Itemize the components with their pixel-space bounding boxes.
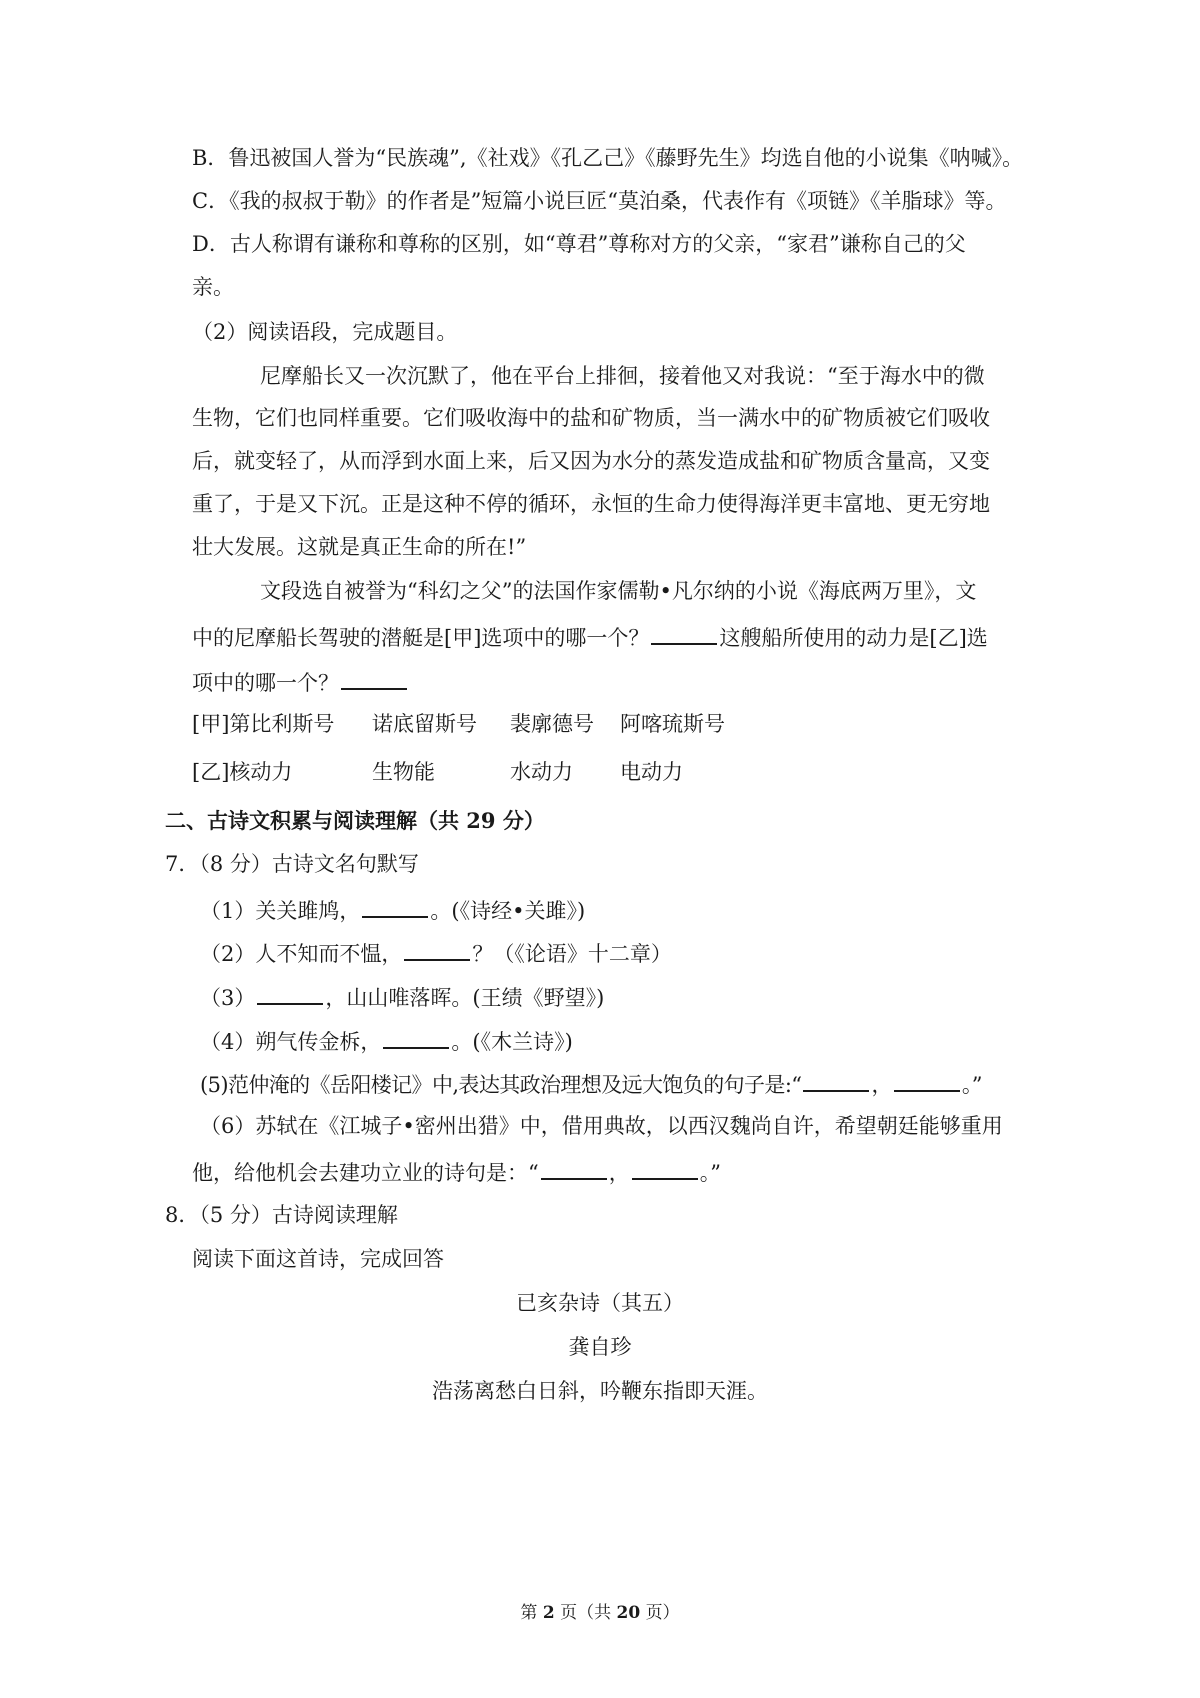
q7-blank-5a[interactable] (803, 1072, 869, 1092)
q7-item-5 (200, 1072, 982, 1096)
passage-line-4: 重了，于是又下沉。正是这种不停的循环，永恒的生命力使得海洋更丰富地、更无穷地 (192, 492, 990, 516)
poem-line-1: 浩荡离愁白日斜，吟鞭东指即天涯。 (432, 1379, 768, 1403)
question-line-2-part-b: 这艘船所使用的动力是[乙]选 (719, 626, 988, 650)
q7-blank-6b[interactable] (632, 1160, 698, 1180)
q8-instruction: 阅读下面这首诗，完成回答 (192, 1247, 444, 1271)
poem-author: 龚自珍 (568, 1335, 632, 1359)
question-line-2 (192, 625, 988, 649)
question-line-3 (192, 670, 409, 694)
option-jia-1: [甲]第比利斯号 (192, 712, 335, 736)
options-yi (192, 762, 792, 786)
option-d-line1: D．古人称谓有谦称和尊称的区别，如“尊君”尊称对方的父亲，“家君”谦称自己的父 (192, 232, 966, 256)
poem-title: 已亥杂诗（其五） (516, 1291, 684, 1315)
answer-blank-jia[interactable] (651, 625, 717, 645)
question-line-1: 文段选自被誉为“科幻之父”的法国作家儒勒•凡尔纳的小说《海底两万里》，文 (260, 579, 977, 603)
q7-blank-6a[interactable] (541, 1160, 607, 1180)
option-yi-4: 电动力 (620, 760, 683, 784)
q7-item-6-comma: ， (608, 1161, 630, 1185)
q7-item-3-source: ，山山唯落晖。(王绩《野望》) (325, 986, 605, 1010)
q7-item-6-text: 他，给他机会去建功立业的诗句是：“ (192, 1161, 539, 1185)
q7-item-1-source: 。(《诗经•关雎》) (430, 899, 586, 923)
q7-title: 7．（8 分）古诗文名句默写 (165, 852, 419, 876)
q7-blank-3[interactable] (257, 985, 323, 1005)
section-2-heading: 二、古诗文积累与阅读理解（共 29 分） (165, 808, 545, 833)
passage-line-5: 壮大发展。这就是真正生命的所在!” (192, 535, 527, 559)
page-footer (0, 1598, 1200, 1623)
options-jia (192, 714, 792, 738)
q8-title: 8．（5 分）古诗阅读理解 (165, 1203, 398, 1227)
option-b: B．鲁迅被国人誉为“民族魂”,《社戏》《孔乙己》《藤野先生》均选自他的小说集《呐喊》。 (192, 146, 1024, 170)
option-yi-1: [乙]核动力 (192, 760, 293, 784)
option-jia-4: 阿喀琉斯号 (620, 712, 725, 736)
q7-item-6-end: 。” (699, 1161, 721, 1185)
passage-line-2: 生物，它们也同样重要。它们吸收海中的盐和矿物质，当一满水中的矿物质被它们吸收 (192, 406, 990, 430)
passage-line-3: 后，就变轻了，从而浮到水面上来，后又因为水分的蒸发造成盐和矿物质含量高，又变 (192, 449, 990, 473)
q7-blank-5b[interactable] (894, 1072, 960, 1092)
q7-item-3-text: （3） (200, 986, 256, 1010)
q7-item-5-comma: ， (871, 1073, 892, 1097)
q7-blank-1[interactable] (362, 898, 428, 918)
option-yi-3: 水动力 (510, 760, 573, 784)
footer-prefix: 第 (520, 1603, 538, 1623)
question-line-2-part-a: 中的尼摩船长驾驶的潜艇是[甲]选项中的哪一个？ (192, 626, 650, 650)
q7-blank-2[interactable] (404, 941, 470, 961)
passage-line-1: 尼摩船长又一次沉默了，他在平台上排徊，接着他又对我说：“至于海水中的微 (260, 364, 985, 388)
q7-item-1-text: （1）关关雎鸠， (200, 899, 361, 923)
q7-item-2 (200, 941, 672, 965)
answer-blank-yi[interactable] (341, 670, 407, 690)
q7-item-6-line1: （6）苏轼在《江城子•密州出猎》中，借用典故，以西汉魏尚自许，希望朝廷能够重用 (200, 1114, 1003, 1138)
option-c: C．《我的叔叔于勒》的作者是”短篇小说巨匠“莫泊桑，代表作有《项链》《羊脂球》等。 (192, 189, 1007, 213)
q7-item-4 (200, 1029, 573, 1053)
question-line-3-text: 项中的哪一个？ (192, 671, 339, 695)
q7-item-5-text: (5)范仲淹的《岳阳楼记》中,表达其政治理想及远大饱负的句子是:“ (200, 1073, 802, 1097)
q7-item-1 (200, 898, 585, 922)
q7-blank-4[interactable] (383, 1029, 449, 1049)
option-jia-3: 裴廓德号 (510, 712, 594, 736)
option-yi-2: 生物能 (372, 760, 435, 784)
q7-item-3 (200, 985, 604, 1009)
option-jia-2: 诺底留斯号 (372, 712, 477, 736)
footer-page-number: 2 (542, 1603, 555, 1623)
footer-mid: 页（共 (560, 1603, 612, 1623)
option-d-line2: 亲。 (192, 275, 234, 299)
q7-item-5-end: 。” (961, 1073, 982, 1097)
q7-item-4-source: 。(《木兰诗》) (451, 1030, 573, 1054)
q7-item-6-line2 (192, 1160, 721, 1184)
q6-2-label: （2）阅读语段，完成题目。 (192, 320, 458, 344)
q7-item-2-text: （2）人不知而不愠， (200, 942, 403, 966)
q7-item-2-source: ？（《论语》十二章） (472, 942, 672, 966)
footer-total-pages: 20 (616, 1603, 641, 1623)
footer-suffix: 页） (645, 1603, 680, 1623)
q7-item-4-text: （4）朔气传金柝， (200, 1030, 382, 1054)
